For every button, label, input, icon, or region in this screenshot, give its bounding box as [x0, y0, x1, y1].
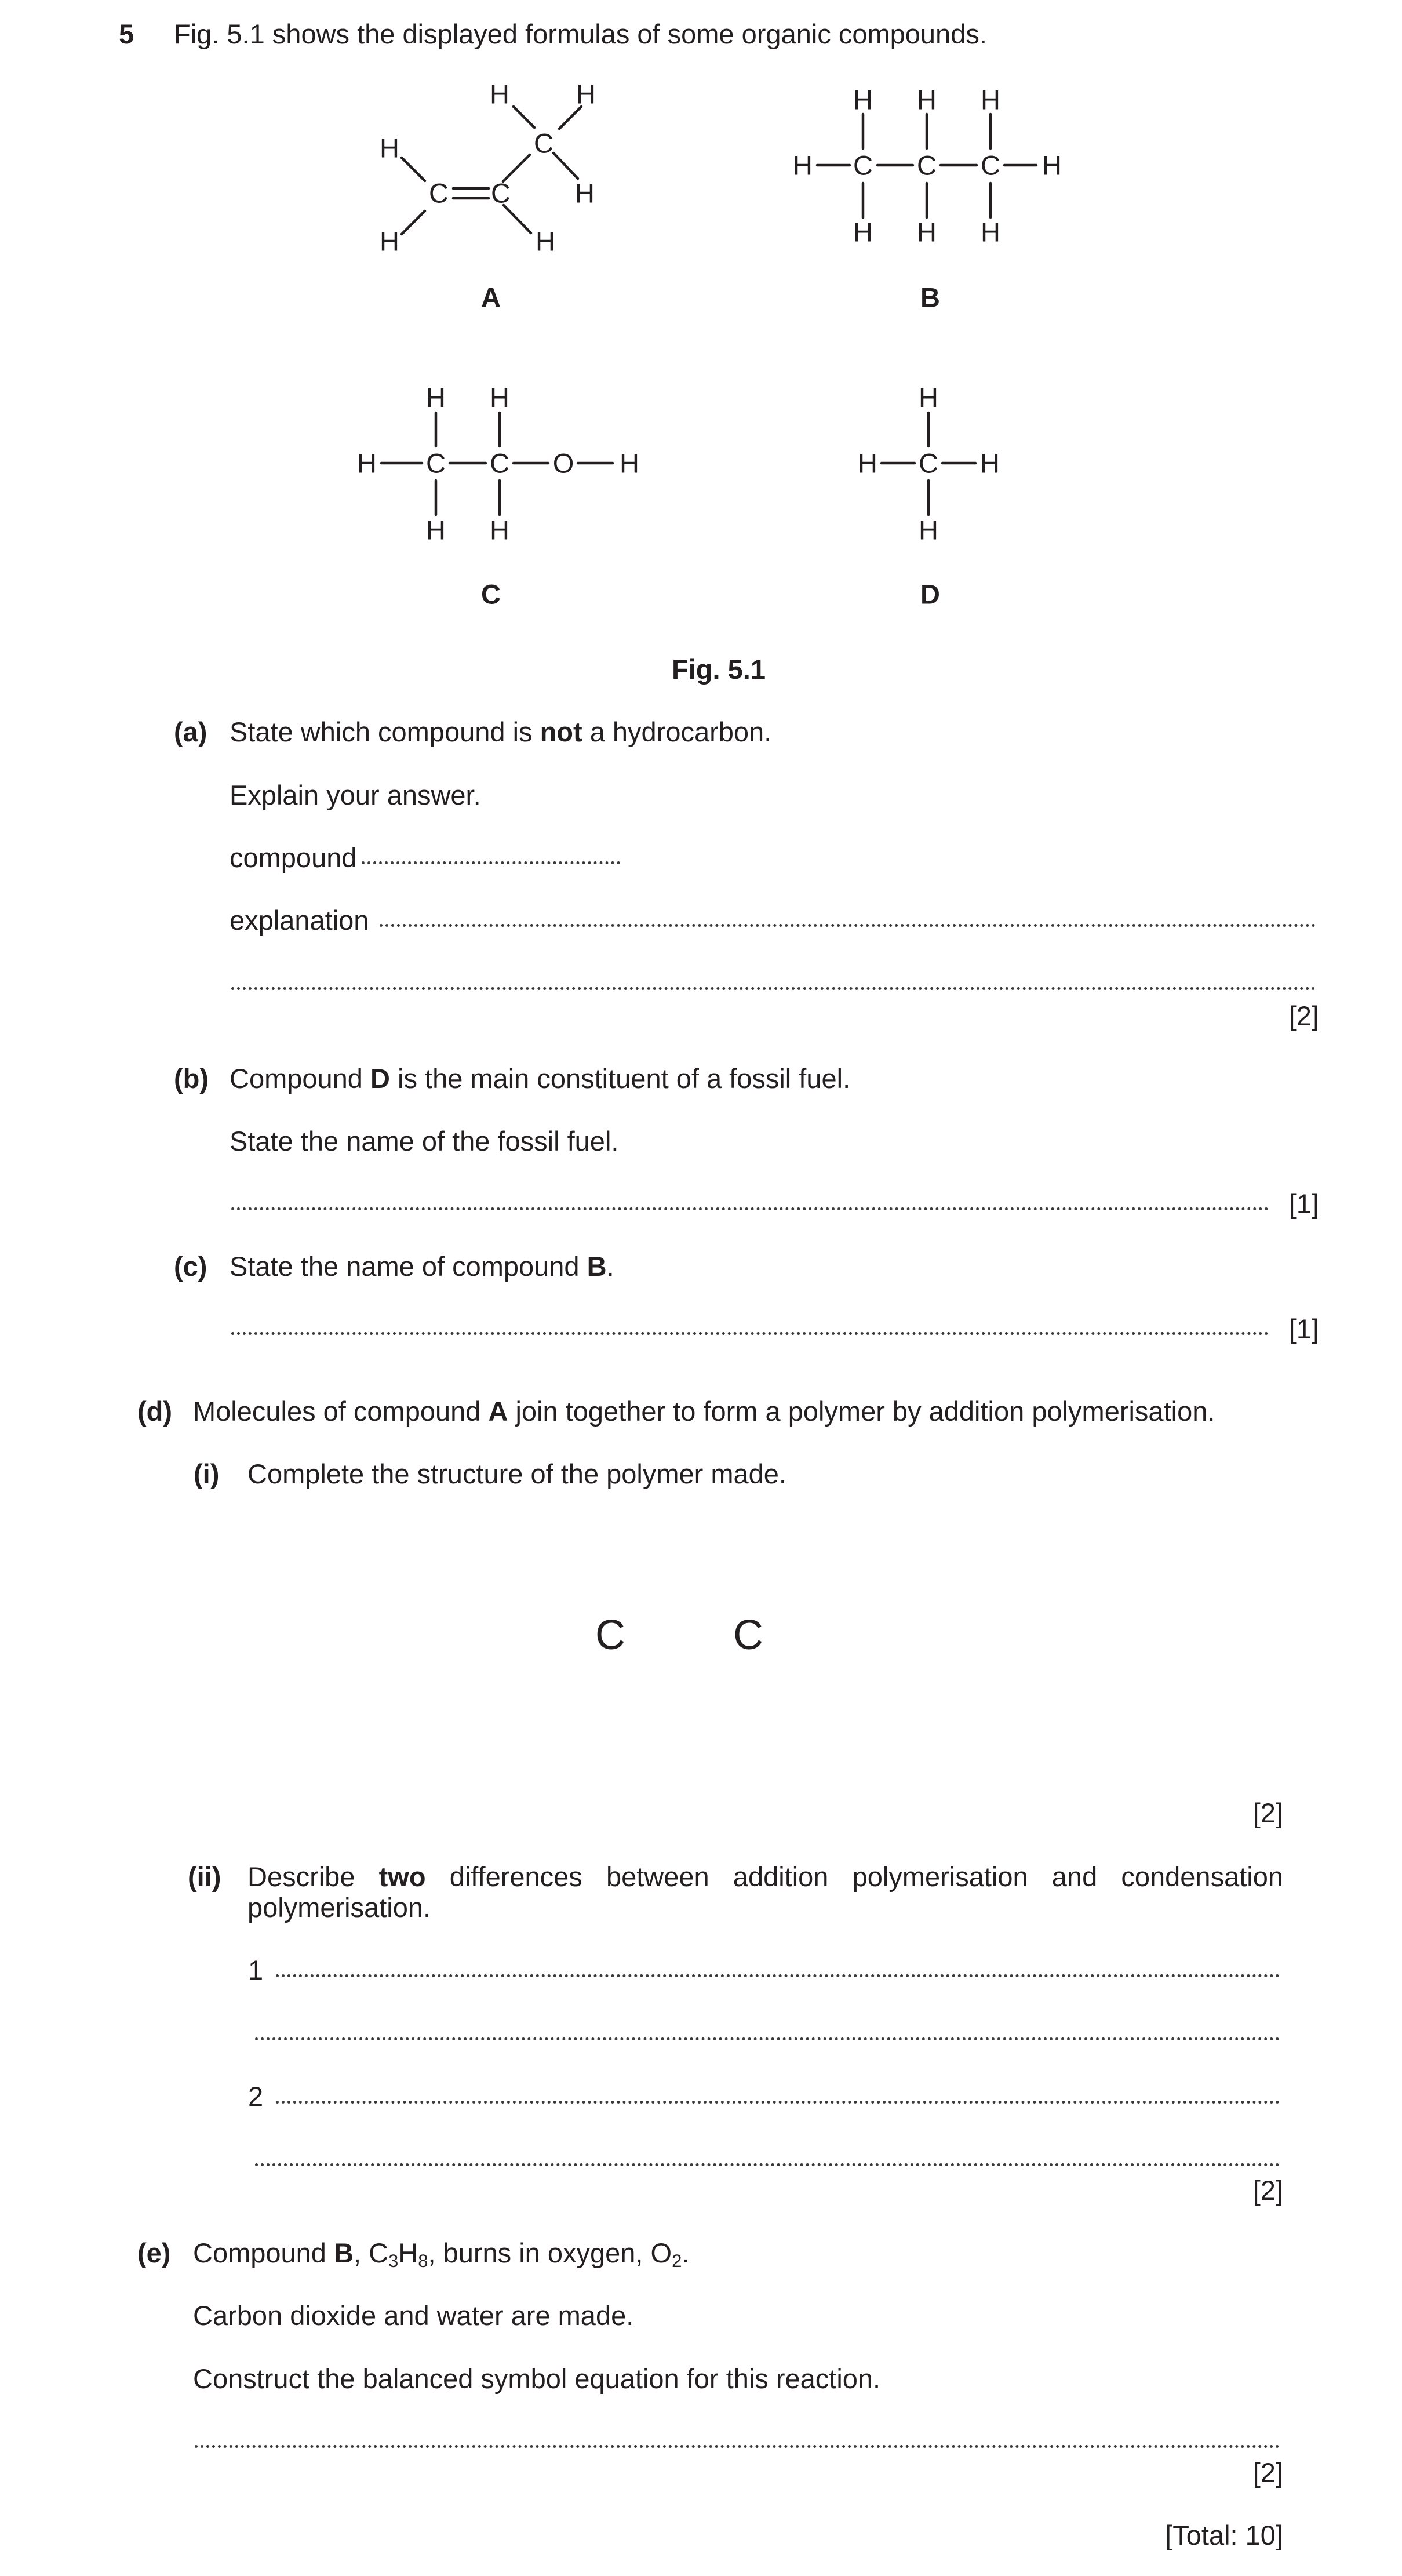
difference-2-answer-line[interactable]: [276, 2101, 1280, 2104]
part-d-i-label: (i): [194, 1458, 220, 1489]
atom-h: H: [357, 447, 377, 479]
atom-h: H: [490, 382, 509, 413]
part-e-line-3: Construct the balanced symbol equation for this reaction.: [193, 2363, 881, 2394]
atom-c: C: [534, 128, 553, 159]
part-a-question: State which compound is not a hydrocarbon.: [230, 716, 772, 747]
atom-h: H: [536, 225, 555, 257]
atom-h: H: [490, 78, 509, 110]
difference-2-label: 2: [248, 2081, 264, 2112]
atom-c: C: [491, 177, 511, 209]
difference-1-label: 1: [248, 1955, 264, 1985]
atom-h: H: [576, 78, 596, 110]
explanation-answer-line-2[interactable]: [231, 987, 1316, 990]
atom-c: C: [426, 447, 446, 479]
compound-label-a: A: [481, 282, 501, 313]
compound-b-name-answer-line[interactable]: [231, 1332, 1269, 1335]
atom-c: C: [429, 177, 449, 209]
part-d-label: (d): [137, 1396, 173, 1427]
polymer-carbon-1: C: [595, 1612, 625, 1658]
atom-h: H: [919, 514, 938, 545]
part-d-i-marks: [2]: [1252, 1798, 1283, 1828]
question-intro: Fig. 5.1 shows the displayed formulas of some organic compounds.: [174, 19, 987, 49]
equation-answer-line[interactable]: [195, 2445, 1280, 2448]
part-d-ii-label: (ii): [188, 1861, 221, 1892]
atom-h: H: [426, 382, 446, 413]
difference-1-answer-line[interactable]: [276, 1974, 1280, 1977]
part-e-label: (e): [137, 2237, 171, 2268]
part-d-ii-marks: [2]: [1252, 2175, 1283, 2206]
atom-h: H: [981, 216, 1000, 248]
compound-answer-line[interactable]: [362, 861, 620, 864]
compound-label-b: B: [920, 282, 940, 313]
atom-h: H: [793, 150, 813, 181]
compound-label-c: C: [481, 578, 501, 610]
atom-h: H: [917, 84, 937, 115]
part-a-explanation-label: explanation: [230, 905, 369, 936]
explanation-answer-line[interactable]: [380, 924, 1316, 927]
part-c-question: State the name of compound B.: [230, 1251, 614, 1282]
atom-c: C: [490, 447, 509, 479]
atom-h: H: [853, 84, 873, 115]
atom-h: H: [620, 447, 639, 479]
atom-h: H: [575, 177, 595, 209]
atom-h: H: [380, 225, 399, 257]
part-d-i-question: Complete the structure of the polymer made.: [247, 1458, 786, 1489]
difference-2-answer-line-2[interactable]: [255, 2163, 1280, 2166]
part-a-explain: Explain your answer.: [230, 780, 481, 810]
atom-c: C: [981, 150, 1000, 181]
part-a-compound-label: compound: [230, 842, 357, 873]
atom-h: H: [981, 84, 1000, 115]
total-marks: [Total: 10]: [1165, 2520, 1283, 2550]
part-a-label: (a): [174, 716, 207, 747]
difference-1-answer-line-2[interactable]: [255, 2037, 1280, 2040]
atom-h: H: [490, 514, 509, 545]
part-b-instruction: State the name of the fossil fuel.: [230, 1126, 619, 1156]
part-d-ii-question-line-2: polymerisation.: [247, 1892, 431, 1923]
part-b-question: Compound D is the main constituent of a fossil fuel.: [230, 1063, 851, 1094]
part-d-question: Molecules of compound A join together to form a polymer by addition polymerisation.: [193, 1396, 1215, 1427]
atom-h: H: [380, 132, 399, 163]
atom-h: H: [853, 216, 873, 248]
question-number: 5: [119, 19, 134, 49]
part-e-marks: [2]: [1252, 2457, 1283, 2488]
part-b-label: (b): [174, 1063, 209, 1094]
polymer-carbon-2: C: [733, 1612, 763, 1658]
atom-h: H: [917, 216, 937, 248]
figure-5-1: [0, 0, 1402, 638]
part-e-question: Compound B, $C_3H_8$, burns in oxygen, $O_2$.: [193, 2237, 690, 2271]
part-c-marks: [1]: [1288, 1314, 1319, 1344]
part-d-ii-question-line-1: Describe two differences between addition polymerisation and condensation: [247, 1861, 1283, 1892]
part-e-line-2: Carbon dioxide and water are made.: [193, 2300, 634, 2331]
atom-h: H: [919, 382, 938, 413]
part-b-marks: [1]: [1288, 1188, 1319, 1219]
atom-h: H: [980, 447, 1000, 479]
atom-o: O: [552, 447, 574, 479]
atom-c: C: [917, 150, 937, 181]
figure-caption: Fig. 5.1: [672, 654, 766, 685]
atom-h: H: [1042, 150, 1062, 181]
part-a-marks: [2]: [1288, 1000, 1319, 1031]
atom-h: H: [858, 447, 877, 479]
atom-c: C: [853, 150, 873, 181]
fossil-fuel-answer-line[interactable]: [231, 1207, 1269, 1210]
part-c-label: (c): [174, 1251, 207, 1282]
atom-c: C: [919, 447, 938, 479]
compound-label-d: D: [920, 578, 940, 610]
atom-h: H: [426, 514, 446, 545]
